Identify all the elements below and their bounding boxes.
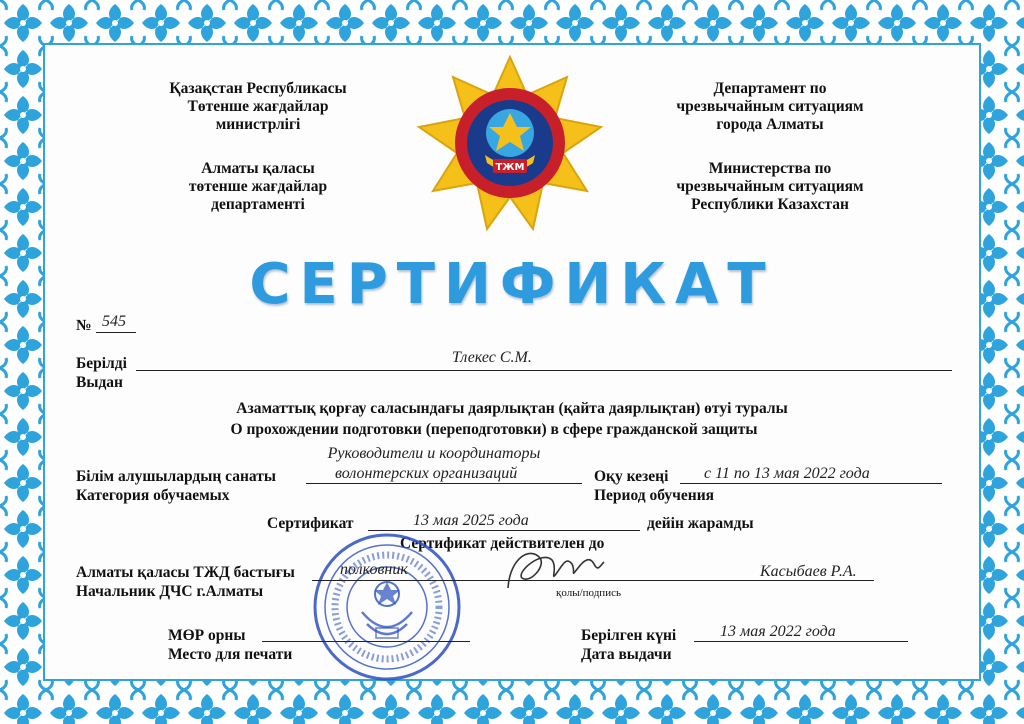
issue-date-label-ru: Дата выдачи xyxy=(581,646,672,663)
course-line-ru: О прохождении подготовки (переподготовки) в сфере гражданской защиты xyxy=(230,421,758,438)
seal-label-kz: МӨР орны xyxy=(168,627,246,644)
header-left-kz-2: Алматы қаласы төтенше жағдайлар департаменті xyxy=(188,160,328,213)
period-value: с 11 по 13 мая 2022 года xyxy=(704,465,870,482)
course-line-kz: Азаматтық қорғау саласындағы даярлықтан (қайта даярлықтан) өтуі туралы xyxy=(236,400,788,417)
validity-label-ru: Сертификат действителен до xyxy=(400,535,605,552)
number-line xyxy=(96,332,136,333)
number-label: № xyxy=(76,317,92,334)
chief-label-ru: Начальник ДЧС г.Алматы xyxy=(76,583,264,600)
header-right-ru-1: Департамент по чрезвычайным ситуациям города Алматы xyxy=(676,80,864,133)
category-label-ru: Категория обучаемых xyxy=(76,487,230,504)
issue-date-value: 13 мая 2022 года xyxy=(720,623,836,640)
issued-to-line xyxy=(136,370,952,371)
issued-to-label-ru: Выдан xyxy=(76,374,123,391)
category-label-kz: Білім алушылардың санаты xyxy=(76,468,276,485)
issue-date-line xyxy=(694,641,908,642)
seal-line xyxy=(262,641,470,642)
chief-rank: полковник xyxy=(340,561,408,578)
category-line xyxy=(306,483,582,484)
header-left-kz-1: Қазақстан Республикасы Төтенше жағдайлар министрлігі xyxy=(169,80,347,133)
seal-label-ru: Место для печати xyxy=(168,646,293,663)
recipient-name: Тлекес С.М. xyxy=(452,349,532,366)
svg-text:ТЖМ: ТЖМ xyxy=(495,162,525,173)
category-value-line1: Руководители и координаторы xyxy=(327,445,541,462)
signature-caption: қолы/подпись xyxy=(556,587,621,599)
header-right-ru-2: Министерства по чрезвычайным ситуациям Республики Казахстан xyxy=(676,160,864,213)
issued-to-label-kz: Берілді xyxy=(76,355,127,372)
certificate-title: СЕРТИФИКАТ xyxy=(249,252,775,317)
emergency-ministry-emblem-icon xyxy=(415,55,605,235)
validity-label-kz: Сертификат xyxy=(267,515,354,532)
chief-label-kz: Алматы қаласы ТЖД бастығы xyxy=(76,564,295,581)
category-value-line2: волонтерских организаций xyxy=(335,465,518,482)
number-value: 545 xyxy=(102,313,126,330)
period-label-kz: Оқу кезеңі xyxy=(594,468,669,485)
chief-name: Касыбаев Р.А. xyxy=(760,563,857,580)
period-line xyxy=(680,483,942,484)
issue-date-label-kz: Берілген күні xyxy=(581,627,677,644)
official-stamp-icon xyxy=(312,532,462,682)
period-label-ru: Период обучения xyxy=(594,487,715,504)
validity-value: 13 мая 2025 года xyxy=(413,512,529,529)
validity-line xyxy=(368,530,640,531)
validity-suffix-kz: дейін жарамды xyxy=(647,515,754,532)
